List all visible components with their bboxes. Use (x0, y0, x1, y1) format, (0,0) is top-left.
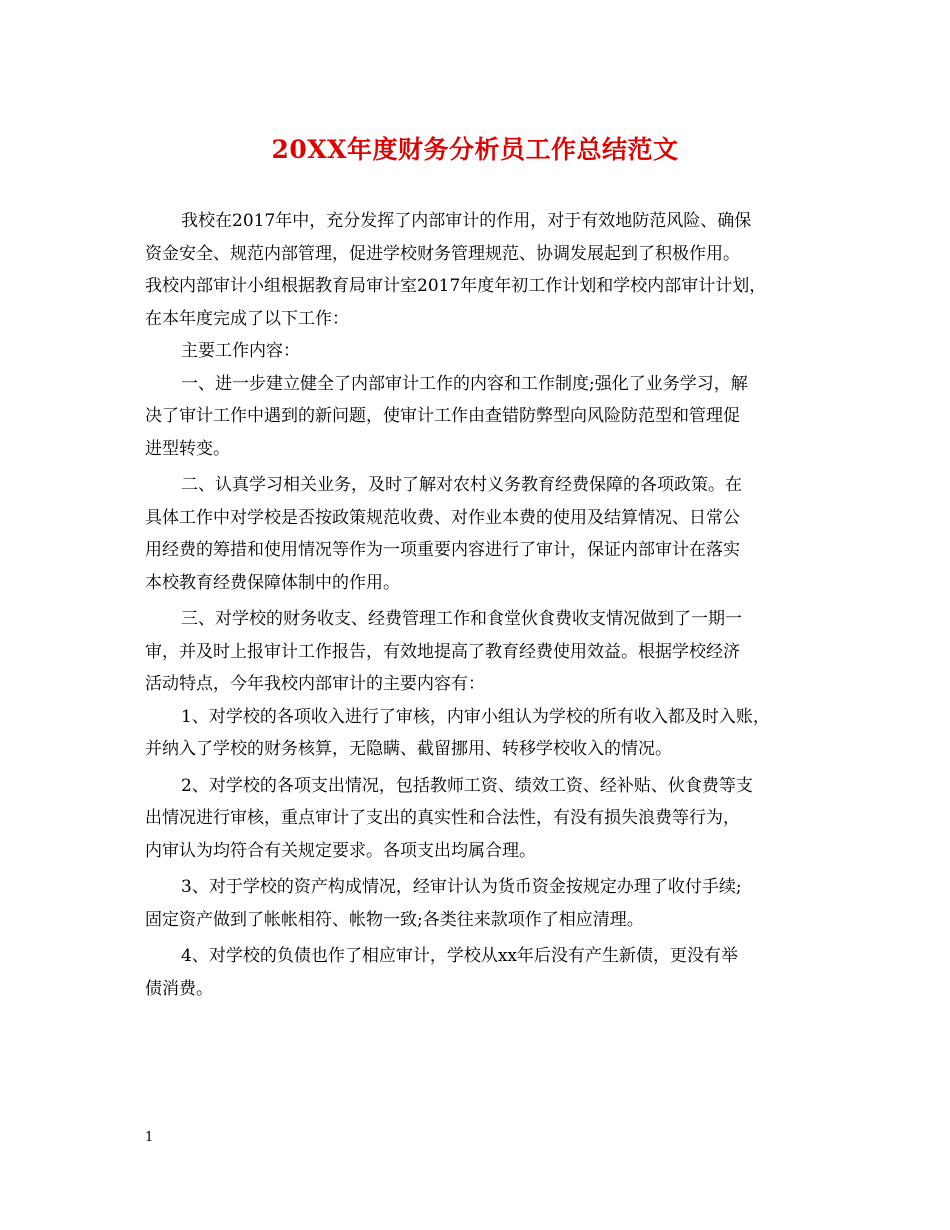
text-line: 用经费的筹措和使用情况等作为一项重要内容进行了审计，保证内部审计在落实 (145, 540, 740, 560)
text-line: 决了审计工作中遇到的新问题，使审计工作由查错防弊型向风险防范型和管理促 (145, 406, 740, 426)
text-line: 本校教育经费保障体制中的作用。 (145, 572, 400, 593)
text-line: 我校内部审计小组根据教育局审计室2017年度年初工作计划和学校内部审计计划， (145, 276, 767, 296)
text-line: 三、对学校的财务收支、经费管理工作和食堂伙食费收支情况做到了一期一 (181, 609, 742, 629)
text-line: 主要工作内容： (181, 341, 300, 361)
document-body (145, 205, 810, 1005)
text-line: 2、对学校的各项支出情况，包括教师工资、绩效工资、经补贴、伙食费等支 (181, 775, 753, 796)
text-line: 一、进一步建立健全了内部审计工作的内容和工作制度;强化了业务学习，解 (181, 373, 748, 394)
paragraph-main-content-heading (145, 335, 810, 368)
paragraph-sub-item-1 (145, 701, 810, 766)
page-number: 1 (145, 1130, 154, 1145)
paragraph-item-three (145, 603, 810, 701)
paragraph-intro (145, 205, 810, 335)
text-line: 活动特点，今年我校内部审计的主要内容有： (145, 674, 485, 694)
text-line: 二、认真学习相关业务，及时了解对农村义务教育经费保障的各项政策。在 (181, 475, 742, 495)
document-title: 20XX年度财务分析员工作总结范文 (271, 135, 679, 164)
paragraph-sub-item-3 (145, 871, 810, 936)
text-line: 1、对学校的各项收入进行了审核，内审小组认为学校的所有收入都及时入账， (181, 706, 770, 727)
paragraph-item-one (145, 368, 810, 466)
text-line: 我校在2017年中，充分发挥了内部审计的作用，对于有效地防范风险、确保 (181, 211, 752, 231)
text-line: 出情况进行审核，重点审计了支出的真实性和合法性，有没有损失浪费等行为， (145, 808, 740, 828)
text-line: 在本年度完成了以下工作： (145, 308, 349, 329)
text-line: 具体工作中对学校是否按政策规范收费、对作业本费的使用及结算情况、日常公 (145, 507, 740, 528)
text-line: 固定资产做到了帐帐相符、帐物一致;各类往来款项作了相应清理。 (145, 909, 644, 930)
paragraph-sub-item-4 (145, 940, 810, 1005)
paragraph-item-two (145, 469, 810, 599)
text-line: 进型转变。 (145, 438, 230, 459)
text-line: 并纳入了学校的财务核算，无隐瞒、截留挪用、转移学校收入的情况。 (145, 739, 672, 759)
text-line: 债消费。 (145, 978, 213, 999)
paragraph-sub-item-2 (145, 770, 810, 868)
text-line: 资金安全、规范内部管理，促进学校财务管理规范、协调发展起到了积极作用。 (145, 243, 740, 264)
text-line: 4、对学校的负债也作了相应审计，学校从xx年后没有产生新债，更没有举 (181, 946, 738, 966)
text-line: 内审认为均符合有关规定要求。各项支出均属合理。 (145, 840, 536, 861)
text-line: 3、对于学校的资产构成情况，经审计认为货币资金按规定办理了收付手续; (181, 877, 742, 897)
text-line: 审，并及时上报审计工作报告，有效地提高了教育经费使用效益。根据学校经济 (145, 641, 740, 662)
